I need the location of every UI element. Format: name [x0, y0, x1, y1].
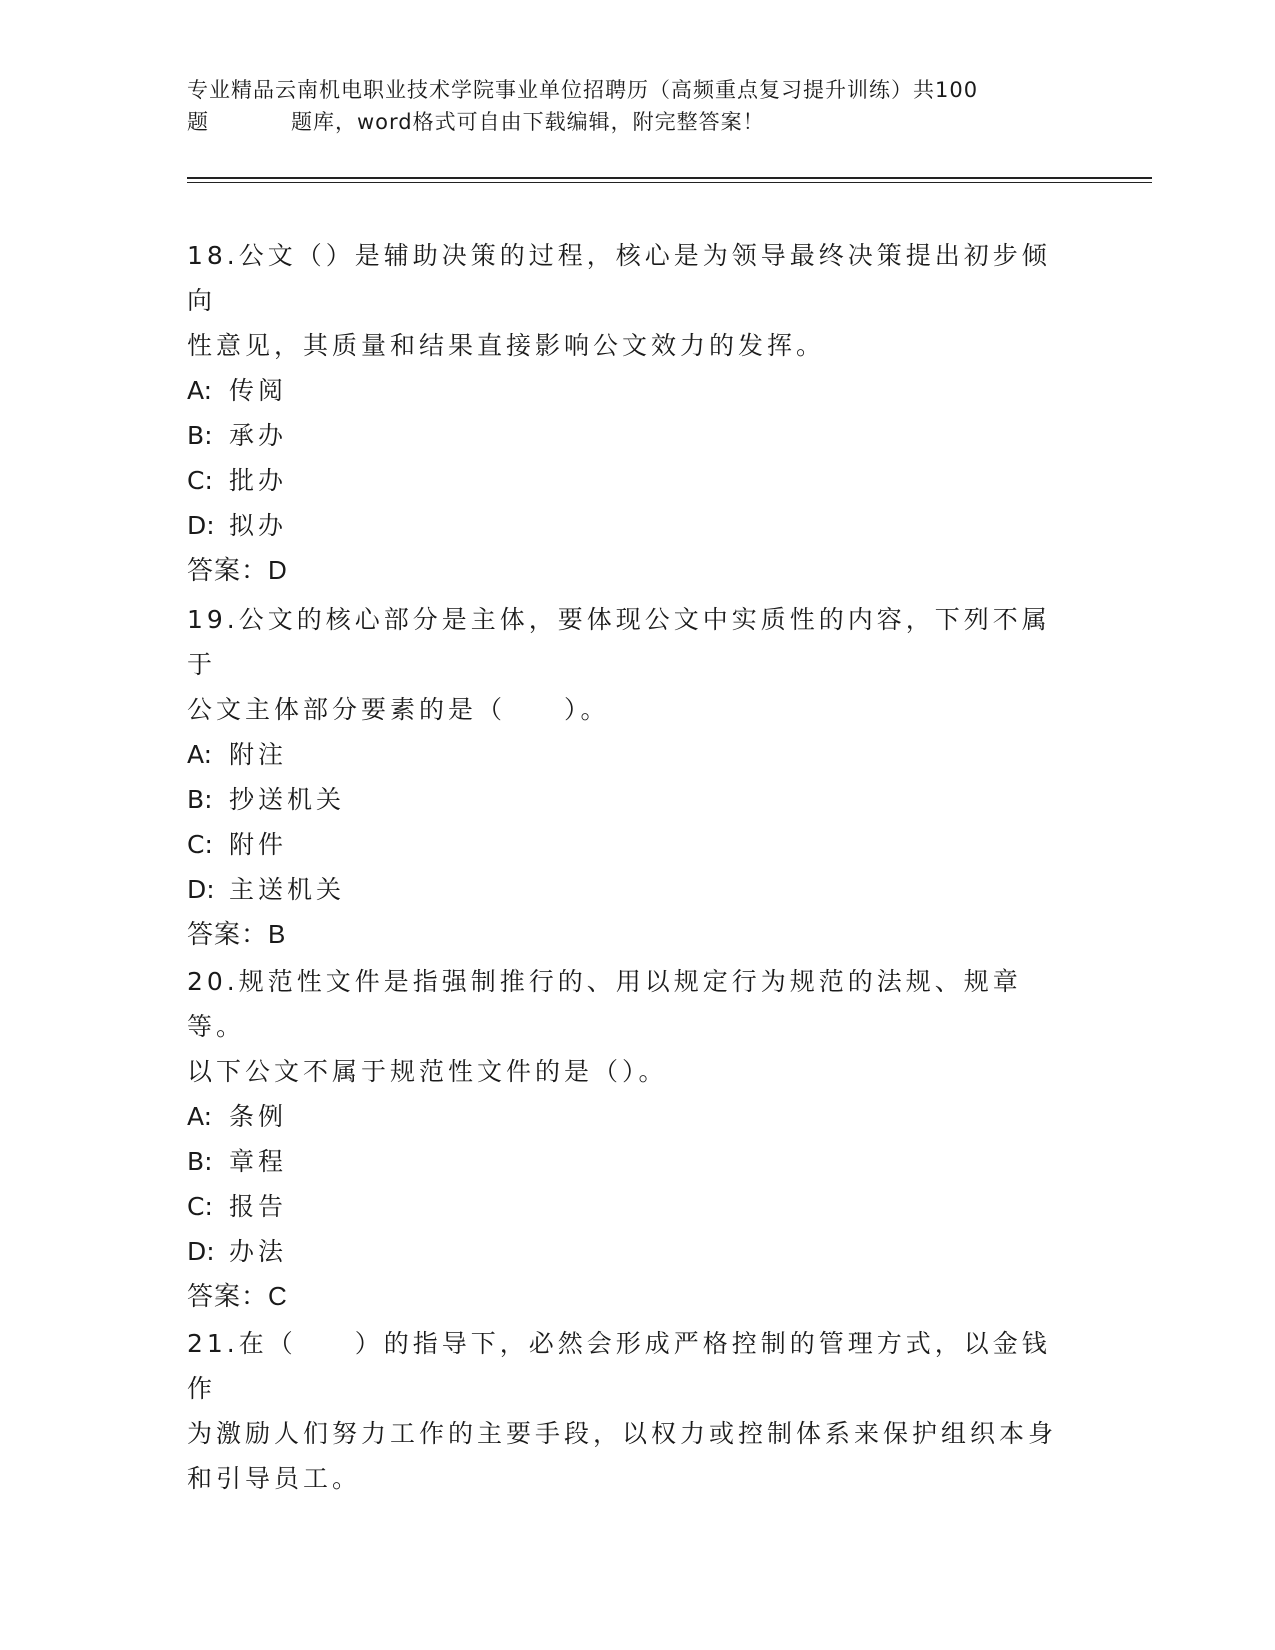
header-line2-lead: 题	[187, 110, 209, 134]
header-divider-bottom	[187, 182, 1152, 183]
option-key: A:	[187, 1102, 213, 1131]
question-stem-line: 18.公文（）是辅助决策的过程，核心是为领导最终决策提出初步倾向	[187, 241, 1051, 315]
answer-line: 答案：C	[187, 1281, 288, 1311]
header-title-line1: 专业精品云南机电职业技术学院事业单位招聘历（高频重点复习提升训练）共100	[187, 78, 979, 102]
option-a	[187, 732, 1067, 777]
question-stem-line: 以下公文不属于规范性文件的是（）。	[187, 1057, 668, 1086]
option-text: 传阅	[229, 376, 288, 405]
option-key: D:	[187, 875, 215, 904]
answer-line: 答案：D	[187, 555, 288, 585]
question-stem-line: 和引导员工。	[187, 1464, 362, 1493]
option-text: 主送机关	[229, 875, 346, 904]
question-stem-line: 性意见，其质量和结果直接影响公文效力的发挥。	[187, 331, 826, 360]
option-text: 抄送机关	[229, 785, 346, 814]
question-21	[187, 1321, 1067, 1501]
question-stem-line: 19.公文的核心部分是主体，要体现公文中实质性的内容，下列不属于	[187, 605, 1051, 679]
option-key: D:	[187, 1237, 215, 1266]
option-a	[187, 1094, 1067, 1139]
document-header	[187, 74, 1087, 138]
header-divider-top	[187, 177, 1152, 179]
header-title-line2	[187, 106, 1087, 138]
option-key: C:	[187, 1192, 213, 1221]
question-18	[187, 233, 1067, 593]
option-text: 承办	[229, 421, 288, 450]
option-a	[187, 368, 1067, 413]
option-key: C:	[187, 830, 213, 859]
option-key: C:	[187, 466, 213, 495]
option-key: D:	[187, 511, 215, 540]
question-stem-line: 20.规范性文件是指强制推行的、用以规定行为规范的法规、规章等。	[187, 967, 1022, 1041]
question-stem-line: 为激励人们努力工作的主要手段，以权力或控制体系来保护组织本身	[187, 1419, 1058, 1448]
option-text: 批办	[229, 466, 288, 495]
option-c	[187, 458, 1067, 503]
option-b	[187, 413, 1067, 458]
option-text: 附注	[229, 740, 288, 769]
option-key: B:	[187, 1147, 213, 1176]
question-20	[187, 959, 1067, 1319]
header-line2-tail: 题库，word格式可自由下载编辑，附完整答案！	[291, 110, 765, 134]
question-stem-line: 21.在（ ）的指导下，必然会形成严格控制的管理方式，以金钱作	[187, 1329, 1051, 1403]
option-text: 附件	[229, 830, 288, 859]
option-key: A:	[187, 740, 213, 769]
option-b	[187, 1139, 1067, 1184]
option-key: A:	[187, 376, 213, 405]
option-d	[187, 503, 1067, 548]
answer-line: 答案：B	[187, 919, 287, 949]
option-key: B:	[187, 421, 213, 450]
option-text: 条例	[229, 1102, 288, 1131]
option-text: 办法	[229, 1237, 288, 1266]
option-c	[187, 822, 1067, 867]
option-d	[187, 867, 1067, 912]
option-c	[187, 1184, 1067, 1229]
option-b	[187, 777, 1067, 822]
question-stem-line: 公文主体部分要素的是（ ）。	[187, 695, 610, 724]
question-19	[187, 597, 1067, 957]
option-text: 报告	[229, 1192, 288, 1221]
option-key: B:	[187, 785, 213, 814]
option-text: 拟办	[229, 511, 288, 540]
option-d	[187, 1229, 1067, 1274]
option-text: 章程	[229, 1147, 288, 1176]
